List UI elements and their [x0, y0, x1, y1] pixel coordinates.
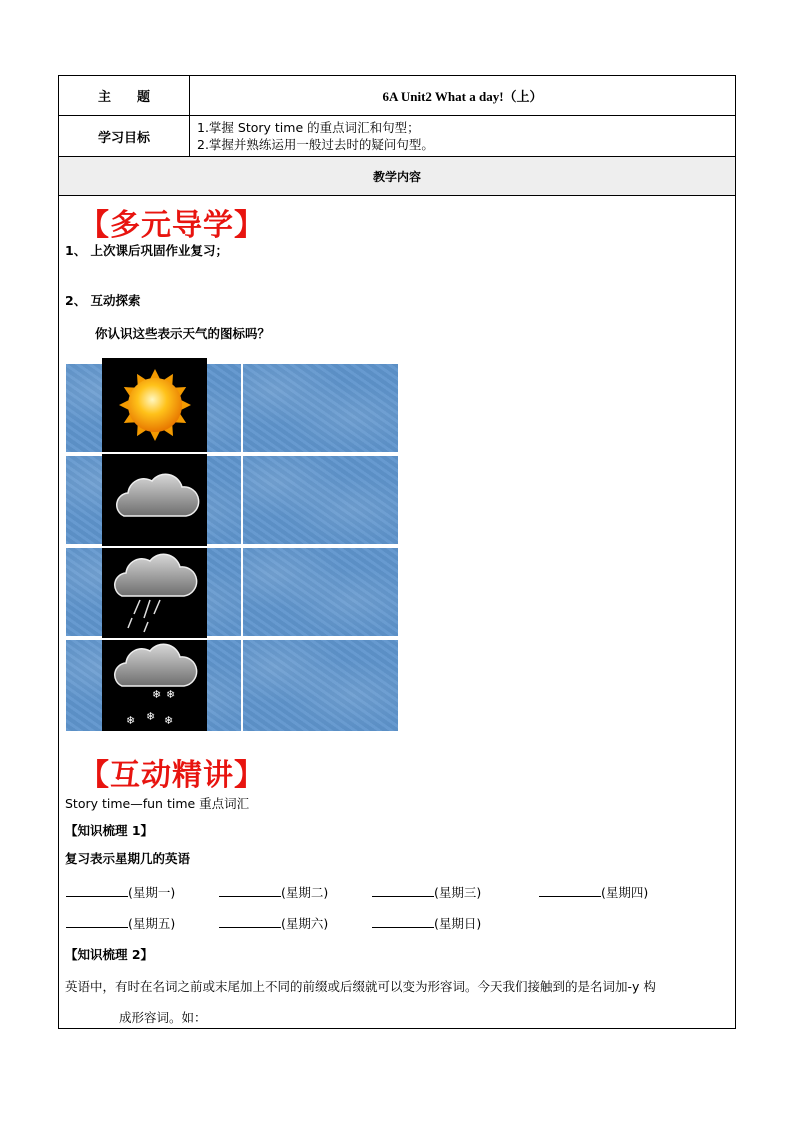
column-divider [189, 76, 190, 157]
goals-row [59, 116, 735, 157]
goal-item: 1.掌握 Story time 的重点词汇和句型； [197, 120, 420, 135]
answer-blank[interactable] [539, 884, 601, 897]
grid-cell [243, 640, 398, 731]
goals-label: 学习目标 [97, 130, 150, 146]
day-wednesday [372, 883, 481, 901]
answer-blank[interactable] [219, 915, 281, 928]
answer-blank[interactable] [66, 884, 128, 897]
kp1-desc: 复习表示星期几的英语 [65, 851, 191, 866]
day-thursday [539, 883, 648, 901]
day-label: (星期二) [281, 885, 329, 900]
snowy-icon [102, 640, 207, 731]
review-item: 1、 上次课后巩固作业复习； [65, 243, 229, 258]
kp1-title: 【知识梳理 1】 [65, 823, 154, 838]
day-label: (星期日) [434, 916, 482, 931]
content-label: 教学内容 [372, 169, 421, 184]
answer-blank[interactable] [219, 884, 281, 897]
content-header-row [59, 157, 735, 196]
content-area [59, 196, 735, 1028]
story-subtitle: Story time—fun time 重点词汇 [65, 796, 250, 811]
grid-cell [243, 548, 398, 636]
svg-text:❄: ❄ [164, 714, 174, 727]
grid-cell [243, 456, 398, 544]
day-monday [66, 883, 175, 901]
svg-text:❄: ❄ [152, 688, 162, 701]
svg-text:❄: ❄ [166, 688, 176, 701]
topic-row [59, 76, 735, 116]
answer-blank[interactable] [372, 915, 434, 928]
day-label: (星期四) [601, 885, 649, 900]
goals-list [197, 119, 434, 153]
weather-question: 你认识这些表示天气的图标吗？ [95, 326, 271, 341]
topic-value: 6A Unit2 What a day!（上） [382, 89, 543, 104]
kp2-text-line1: 英语中，有时在名词之前或末尾加上不同的前缀或后缀就可以变为形容词。今天我们接触到的是名词加-y 构 [65, 979, 656, 994]
svg-text:❄: ❄ [146, 710, 156, 723]
topic-label: 主 题 [97, 90, 150, 105]
day-label: (星期三) [434, 885, 482, 900]
weather-icon-grid [66, 364, 398, 731]
day-tuesday [219, 883, 328, 901]
day-sunday [372, 914, 481, 932]
kp2-text-line2: 成形容词。如： [119, 1010, 207, 1025]
explore-item: 2、 互动探索 [65, 293, 141, 308]
day-label: (星期六) [281, 916, 329, 931]
kp2-title: 【知识梳理 2】 [65, 947, 154, 962]
grid-cell [243, 364, 398, 452]
goal-item: 2.掌握并熟练运用一般过去时的疑问句型。 [197, 137, 434, 152]
cloudy-icon [102, 454, 207, 546]
svg-text:❄: ❄ [126, 714, 136, 727]
day-saturday [219, 914, 328, 932]
answer-blank[interactable] [372, 884, 434, 897]
section-banner-explain: 【互动精讲】 [79, 758, 265, 793]
day-friday [66, 914, 175, 932]
day-label: (星期一) [128, 885, 176, 900]
lesson-plan-table [58, 75, 736, 1029]
sunny-icon [102, 358, 207, 452]
section-banner-guide: 【多元导学】 [79, 208, 265, 243]
day-label: (星期五) [128, 916, 176, 931]
rainy-icon [102, 548, 207, 638]
answer-blank[interactable] [66, 915, 128, 928]
